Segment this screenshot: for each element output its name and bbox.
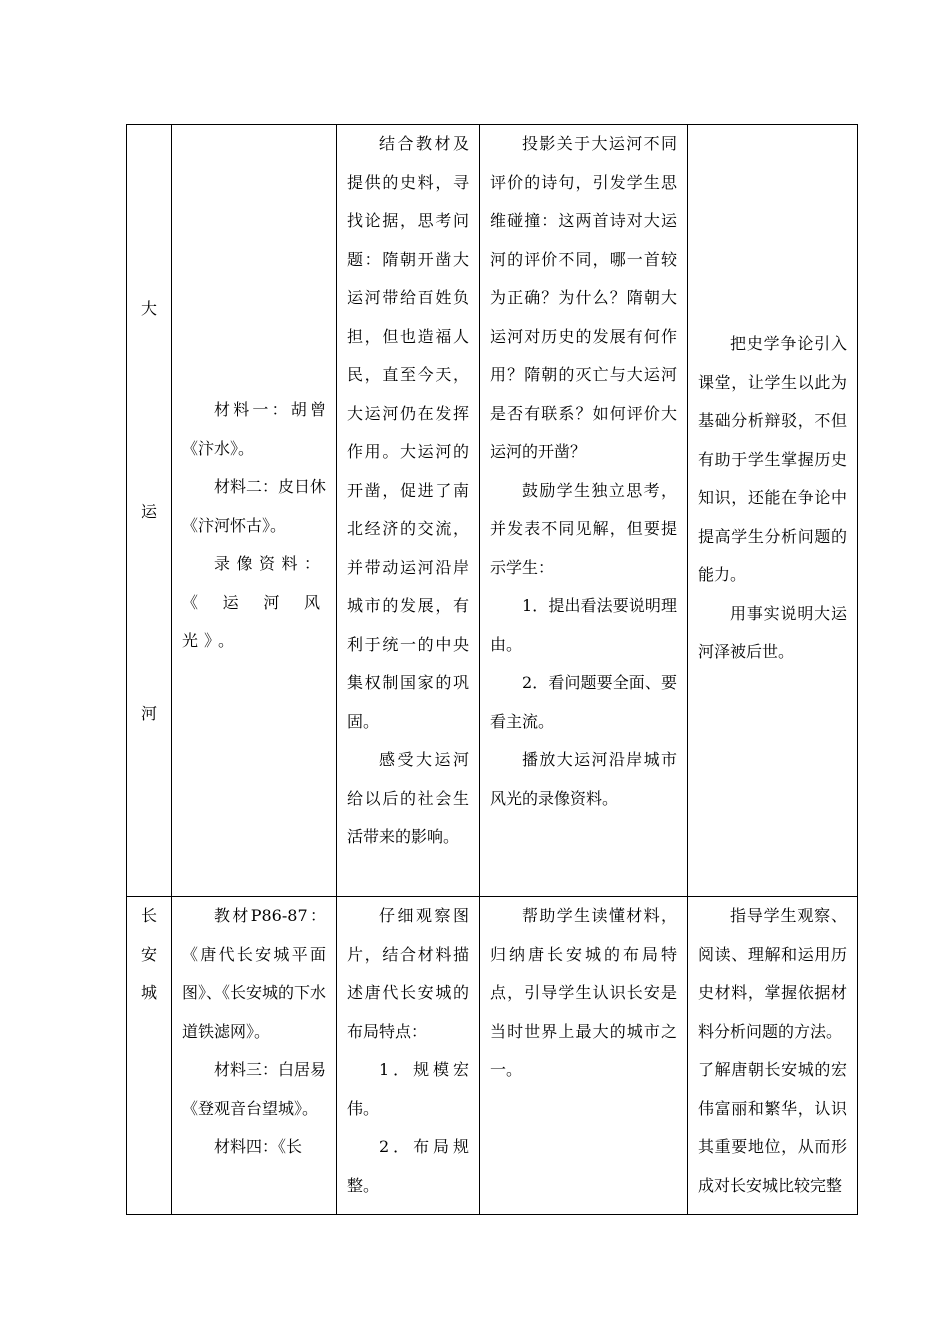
cell-paragraph: 录像资料：《运河风光》。 [182,554,326,650]
cell-paragraph: 材料三：白居易《登观音台望城》。 [182,1060,327,1118]
materials-cell [172,897,337,1215]
cell-paragraph: 结合教材及提供的史料，寻找论据，思考问题：隋朝开凿大运河带给百姓负担，但也造福人民，直至今天，大运河仍在发挥作用。大运河的开凿，促进了南北经济的交流，并带动运河沿岸城市的发展，有利于统一的中央集权制国家的巩固。 [347,134,469,731]
table-row [127,125,858,897]
cell-paragraph: 教材P86-87：《唐代长安城平面图》、《长安城的下水道铁滤网》。 [182,906,327,1041]
section-label-cell [127,897,172,1215]
student-activity-cell [337,897,480,1215]
teacher-activity-cell [480,897,688,1215]
section-label-char: 运 [140,501,157,521]
cell-paragraph: 鼓励学生独立思考，并发表不同见解，但要提示学生： [490,480,677,577]
student-activity-cell [337,125,480,897]
cell-paragraph: 2．布局规整。 [347,1137,469,1195]
lesson-plan-table [126,124,858,1215]
cell-paragraph: 播放大运河沿岸城市风光的录像资料。 [490,750,677,808]
section-label-char: 大 [140,299,157,318]
cell-paragraph: 1．提出看法要说明理由。 [490,596,677,654]
cell-paragraph: 指导学生观察、阅读、理解和运用历史材料，掌握依据材料分析问题的方法。 [698,906,847,1041]
design-intent-cell [688,125,858,897]
section-label-char: 城 [140,983,157,1002]
teacher-activity-cell [480,125,688,897]
cell-paragraph: 把史学争论引入课堂，让学生以此为基础分析辩驳，不但有助于学生掌握历史知识，还能在争论中提高学生分析问题的能力。 [698,334,847,584]
cell-paragraph: 2．看问题要全面、要看主流。 [490,673,677,731]
table-row [127,897,858,1215]
cell-paragraph: 材料一：胡曾《汴水》。 [182,400,326,458]
cell-paragraph: 材料四：《长 [214,1137,303,1156]
cell-paragraph: 了解唐朝长安城的宏伟富丽和繁华，认识其重要地位，从而形成对长安城比较完整 [698,1060,847,1195]
cell-paragraph: 投影关于大运河不同评价的诗句，引发学生思维碰撞：这两首诗对大运河的评价不同，哪一首较为正确？为什么？隋朝大运河对历史的发展有何作用？隋朝的灭亡与大运河是否有联系？如何评价大运河的开凿？ [490,134,677,461]
cell-paragraph: 1．规模宏伟。 [347,1060,469,1118]
materials-cell [172,125,337,897]
section-label-char: 河 [140,704,157,723]
cell-paragraph: 材料二：皮日休《汴河怀古》。 [182,477,327,535]
design-intent-cell [688,897,858,1215]
section-label-char: 长 [140,906,157,925]
cell-paragraph: 帮助学生读懂材料，归纳唐长安城的布局特点，引导学生认识长安是当时世界上最大的城市之一。 [490,906,677,1079]
cell-paragraph: 用事实说明大运河泽被后世。 [698,603,847,661]
section-label-cell [127,125,172,897]
cell-paragraph: 感受大运河给以后的社会生活带来的影响。 [347,750,469,846]
section-label-char: 安 [140,944,157,964]
cell-paragraph: 仔细观察图片，结合材料描述唐代长安城的布局特点： [347,906,469,1041]
